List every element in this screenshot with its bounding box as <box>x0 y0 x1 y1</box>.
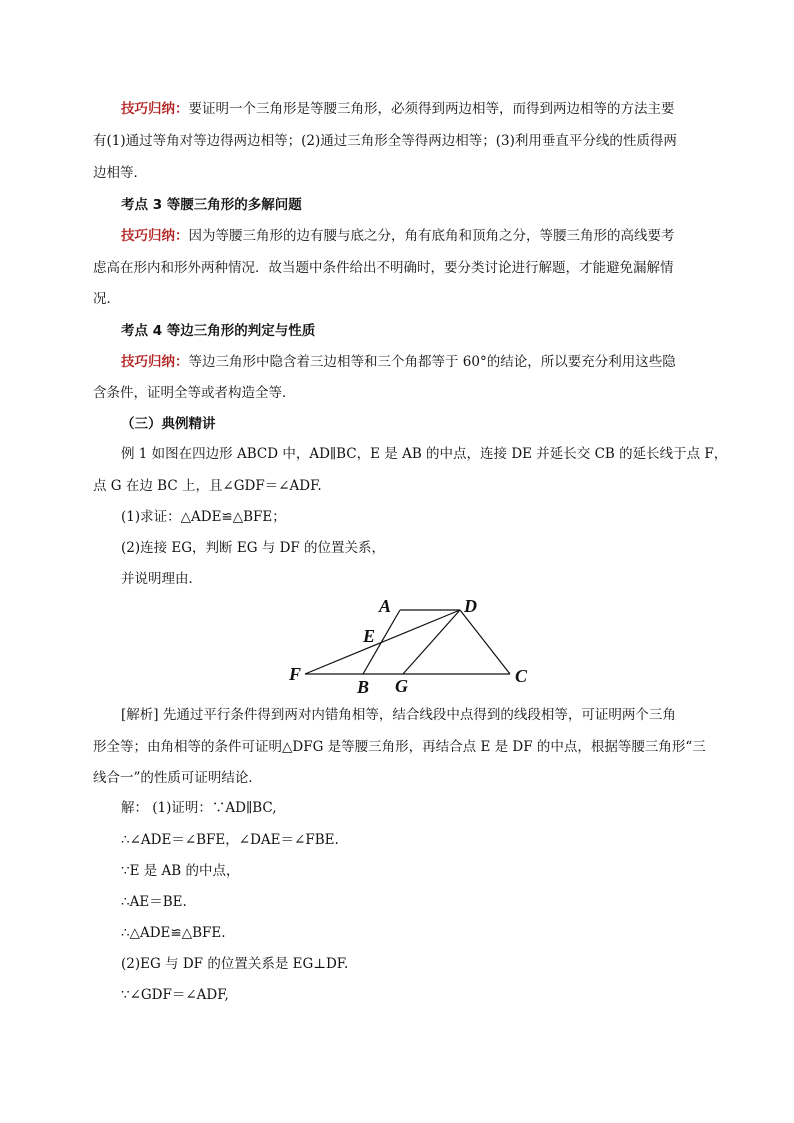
label-a: A <box>379 596 392 616</box>
solution-line: ∴∠ADE＝∠BFE，∠DAE＝∠FBE. <box>121 832 339 848</box>
tip-label: 技巧归纳： <box>121 228 189 244</box>
analysis-line-2: 形全等；由角相等的条件可证明△DFG 是等腰三角形，再结合点 E 是 DF 的中点，根据等腰三角形“三 <box>93 739 706 755</box>
label-e: E <box>363 626 376 646</box>
question-2: (2)连接 EG，判断 EG 与 DF 的位置关系， <box>121 540 386 556</box>
segment-gd <box>403 610 460 674</box>
tip-text: 要证明一个三角形是等腰三角形，必须得到两边相等，而得到两边相等的方法主要 <box>188 101 675 117</box>
section-heading-4: 考点 4 等边三角形的判定与性质 <box>121 323 316 339</box>
tip-label: 技巧归纳： <box>121 101 189 117</box>
question-1: (1)求证：△ADE≌△BFE； <box>121 509 286 525</box>
solution-line: ∴AE＝BE. <box>121 894 187 910</box>
solution-line: ∵E 是 AB 的中点， <box>121 863 240 879</box>
tip-text: 因为等腰三角形的边有腰与底之分，角有底角和顶角之分，等腰三角形的高线要考 <box>188 228 675 244</box>
label-b: B <box>357 677 370 694</box>
solution-line: (2)EG 与 DF 的位置关系是 EG⊥DF. <box>121 956 349 972</box>
question-2-cont: 并说明理由． <box>121 571 202 587</box>
tip-paragraph-1 <box>121 99 681 119</box>
geometry-figure <box>285 594 545 694</box>
solution-line: ∴△ADE≌△BFE. <box>121 925 226 941</box>
solution-line: 解： (1)证明：∵AD∥BC, <box>121 800 277 816</box>
label-c: C <box>515 666 528 686</box>
text-line: 边相等． <box>93 165 147 181</box>
tip-label: 技巧归纳： <box>121 354 189 370</box>
tip-text: 等边三角形中隐含着三边相等和三个角都等于 60°的结论，所以要充分利用这些隐 <box>188 354 676 370</box>
analysis-line-3: 线合一”的性质可证明结论． <box>93 770 262 786</box>
example-statement: 例 1 如图在四边形 ABCD 中，AD∥BC，E 是 AB 的中点，连接 DE 并延长交 CB 的延长线于点 F， <box>121 446 728 462</box>
label-d: D <box>464 596 477 616</box>
segment-dc <box>460 610 510 674</box>
analysis-line-1: [解析] 先通过平行条件得到两对内错角相等，结合线段中点得到的线段相等，可证明两个三角 <box>121 707 676 723</box>
solution-line: ∵∠GDF＝∠ADF, <box>121 987 229 1003</box>
text-line: 虑高在形内和形外两种情况．故当题中条件给出不明确时，要分类讨论进行解题，才能避免漏解情 <box>93 260 674 276</box>
section-heading-3: 考点 3 等腰三角形的多解问题 <box>121 197 302 213</box>
text-line: 况． <box>93 291 120 307</box>
text-line: 有(1)通过等角对等边得两边相等；(2)通过三角形全等得两边相等；(3)利用垂直平分线的性质得两 <box>93 133 677 149</box>
label-f: F <box>289 664 302 684</box>
text-line: 含条件，证明全等或者构造全等． <box>93 385 296 401</box>
label-g: G <box>395 676 408 694</box>
tip-paragraph-3 <box>121 352 681 372</box>
tip-paragraph-2 <box>121 226 681 246</box>
example-statement-cont: 点 G 在边 BC 上，且∠GDF＝∠ADF. <box>93 478 322 494</box>
segment-fd <box>305 610 460 674</box>
section-heading-examples: （三）典例精讲 <box>121 416 216 432</box>
